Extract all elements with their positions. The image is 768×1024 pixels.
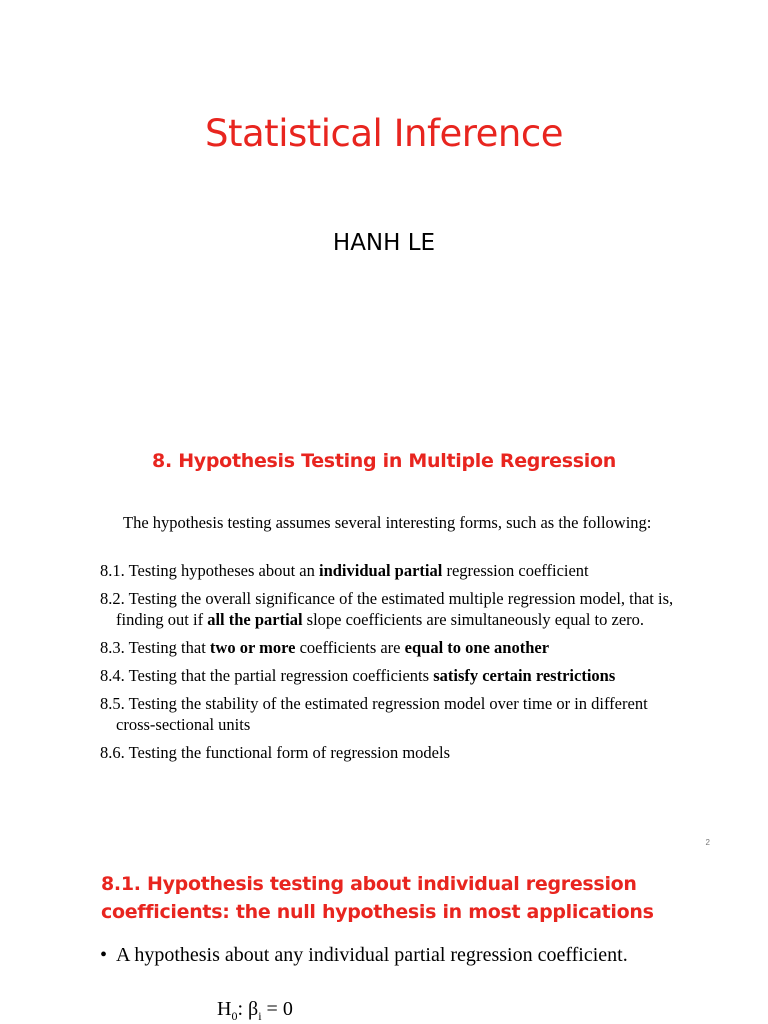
list-item: 8.6. Testing the functional form of regression models (100, 743, 451, 762)
testing-forms-list (100, 560, 680, 770)
list-item: 8.5. Testing the stability of the estimated regression model over time or in different cross-sectional units (100, 694, 648, 734)
page-number: 2 (705, 838, 710, 847)
list-item: 8.3. Testing that two or more coefficients are equal to one another (100, 638, 550, 657)
slide-hypothesis-testing (0, 420, 768, 852)
list-item: 8.4. Testing that the partial regression coefficients satisfy certain restrictions (100, 666, 616, 685)
list-item: 8.2. Testing the overall significance of the estimated multiple regression model, that is, finding out if all the partial slope coefficients are simultaneously equal to zero. (100, 589, 674, 629)
intro-paragraph: The hypothesis testing assumes several interesting forms, such as the following: (123, 513, 652, 532)
list-item: 8.1. Testing hypotheses about an individual partial regression coefficient (100, 561, 589, 580)
slide-individual-coefficients (0, 852, 768, 1024)
author-name: HANH LE (332, 230, 436, 256)
slide-title: 8.1. Hypothesis testing about individual regression coefficients: the null hypothesis in most applications (101, 873, 654, 923)
slide-title: 8. Hypothesis Testing in Multiple Regression (152, 450, 616, 472)
bullet-point: • A hypothesis about any individual partial regression coefficient. (100, 944, 628, 966)
title-slide (0, 0, 768, 420)
bullet-icon: • (100, 944, 108, 966)
null-hypothesis-formula: $H_0$: $\beta_i = 0$ (217, 998, 293, 1023)
presentation-title: Statistical Inference (205, 112, 563, 155)
